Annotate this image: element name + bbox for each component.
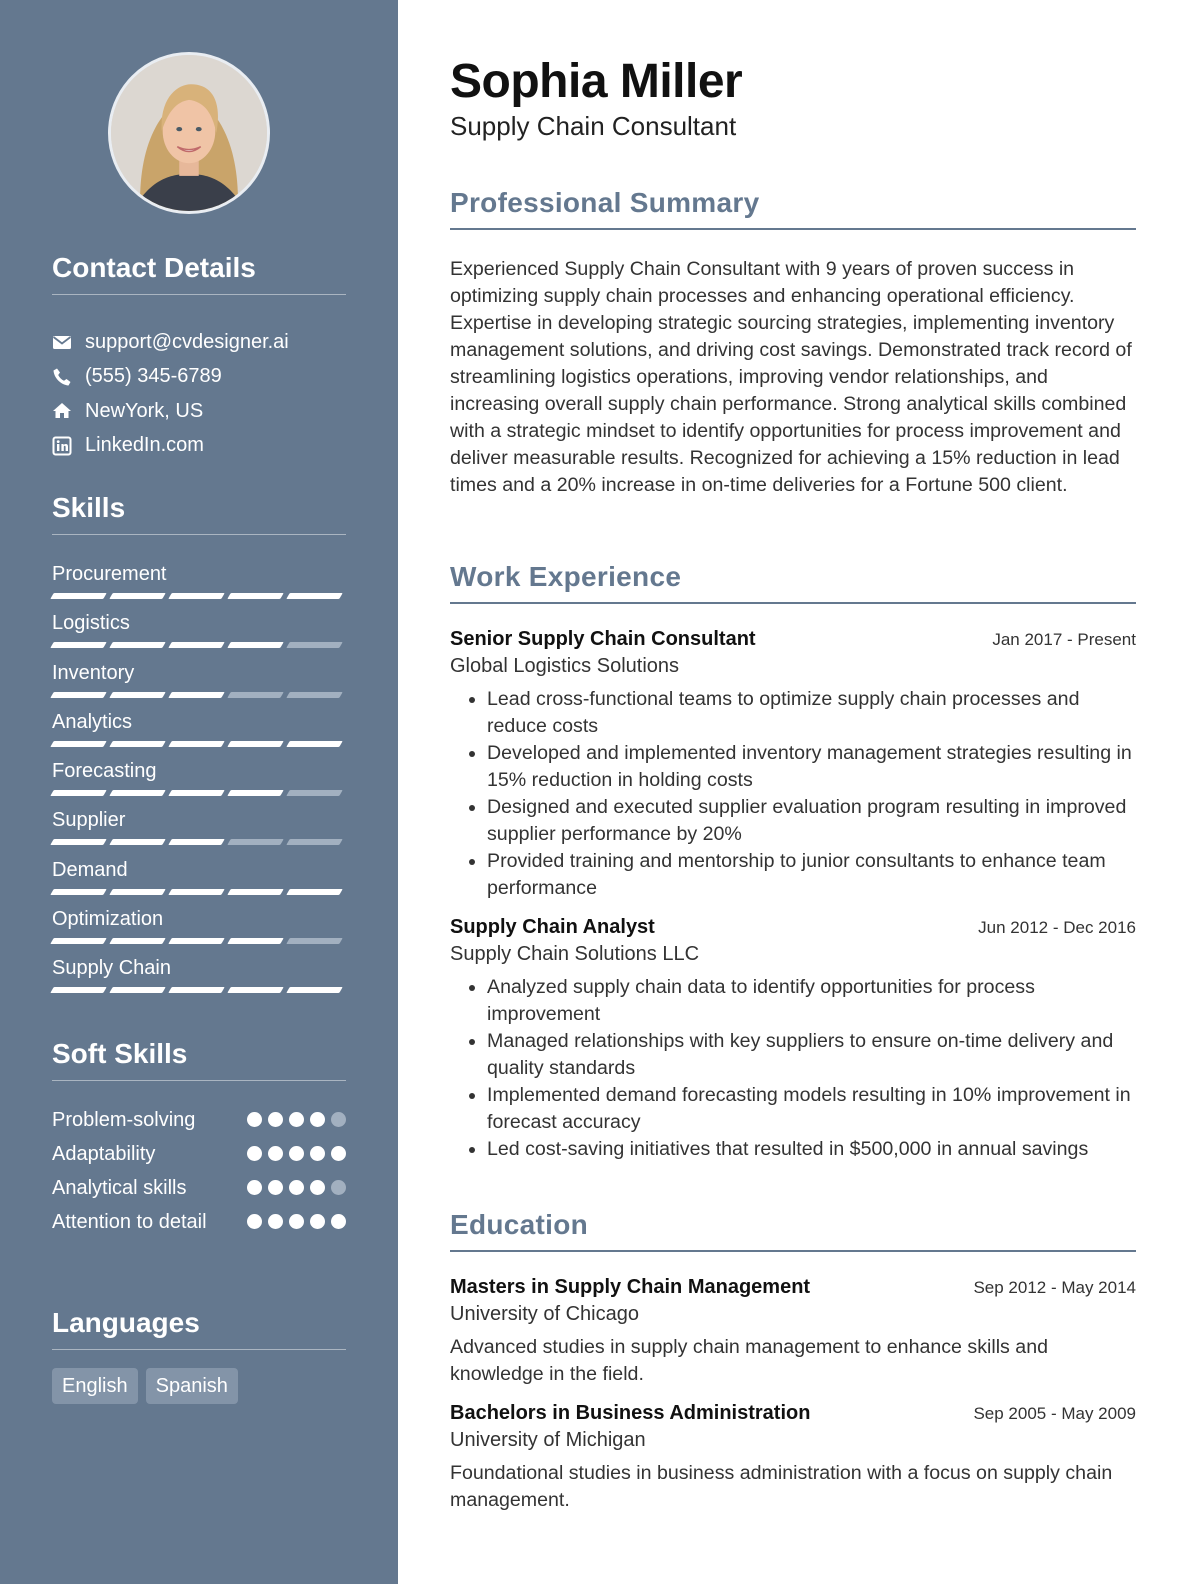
skill-rating-segment (50, 593, 106, 599)
soft-skills-section (52, 1038, 346, 1243)
soft-skill-rating (247, 1209, 346, 1229)
skill-rating-bar (52, 938, 346, 944)
job-title: Supply Chain Analyst (450, 916, 655, 938)
contact-section (52, 252, 346, 463)
skill-rating-bar (52, 642, 346, 648)
candidate-role: Supply Chain Consultant (450, 111, 737, 141)
rating-dot (331, 1180, 346, 1195)
skill-item (52, 807, 346, 856)
contact-location-text: NewYork, US (85, 399, 204, 422)
job-dates: Jan 2017 - Present (992, 630, 1136, 649)
contact-email-text: support@cvdesigner.ai (85, 330, 289, 353)
skill-item (52, 857, 346, 906)
rating-dot (247, 1214, 262, 1229)
job-bullet: • Lead cross-functional teams to optimize supply chain processes and reduce costs (487, 686, 1136, 740)
contact-linkedin-text: LinkedIn.com (85, 434, 204, 457)
skill-rating-segment (109, 790, 165, 796)
skill-rating-segment (109, 642, 165, 648)
soft-skill-item (52, 1107, 346, 1133)
skill-rating-segment (227, 593, 283, 599)
rating-dot (268, 1112, 283, 1127)
degree-title: Masters in Supply Chain Management (450, 1276, 811, 1298)
skill-rating-segment (109, 987, 165, 993)
education-heading: Education (450, 1209, 1136, 1252)
skill-rating-bar (52, 839, 346, 845)
soft-skill-rating (247, 1175, 346, 1195)
education-description: Advanced studies in supply chain management to enhance skills and knowledge in the field. (450, 1336, 1048, 1385)
job-company: Global Logistics Solutions (450, 655, 680, 677)
education-dates: Sep 2005 - May 2009 (973, 1404, 1136, 1423)
skill-rating-segment (286, 642, 342, 648)
skill-name: Optimization (52, 908, 164, 931)
home-icon (52, 401, 72, 421)
experience-heading: Work Experience (450, 561, 1136, 604)
job-title: Senior Supply Chain Consultant (450, 628, 756, 650)
skill-item (52, 561, 346, 610)
skill-rating-segment (50, 790, 106, 796)
skill-rating-bar (52, 987, 346, 993)
soft-skill-item (52, 1209, 346, 1235)
contact-list (52, 325, 346, 463)
linkedin-icon (52, 436, 72, 456)
skill-rating-segment (227, 642, 283, 648)
skill-rating-segment (50, 692, 106, 698)
job-entry (450, 916, 1136, 1163)
skill-rating-segment (168, 593, 224, 599)
skill-rating-bar (52, 692, 346, 698)
soft-skill-name: Analytical skills (52, 1177, 187, 1199)
skill-rating-segment (109, 593, 165, 599)
skill-rating-segment (168, 938, 224, 944)
skill-name: Analytics (52, 710, 133, 733)
contact-phone[interactable] (52, 360, 346, 395)
education-section (450, 1209, 1136, 1514)
job-bullet: • Led cost-saving initiatives that resulted in $500,000 in annual savings (487, 1136, 1136, 1163)
skill-name: Demand (52, 858, 128, 881)
soft-skills-list (52, 1107, 346, 1235)
languages-heading: Languages (52, 1307, 346, 1350)
education-description: Foundational studies in business administration with a focus on supply chain management. (450, 1462, 1113, 1511)
phone-icon (52, 367, 72, 387)
soft-skill-rating (247, 1107, 346, 1127)
rating-dot (310, 1214, 325, 1229)
skill-item (52, 709, 346, 758)
skill-rating-segment (227, 889, 283, 895)
languages-list (52, 1368, 346, 1404)
skill-name: Logistics (52, 612, 130, 635)
rating-dot (331, 1146, 346, 1161)
job-bullets (450, 686, 1136, 902)
skill-name: Supply Chain (52, 957, 171, 980)
rating-dot (289, 1146, 304, 1161)
skill-rating-segment (109, 741, 165, 747)
candidate-name: Sophia Miller (450, 55, 743, 108)
skill-item (52, 955, 346, 1004)
job-bullet: • Designed and executed supplier evaluation program resulting in improved supplier performance by 20% (487, 794, 1136, 848)
soft-skill-name: Problem-solving (52, 1109, 196, 1131)
school-name: University of Michigan (450, 1429, 646, 1451)
skill-rating-segment (286, 790, 342, 796)
skill-rating-bar (52, 741, 346, 747)
languages-section (52, 1307, 346, 1404)
job-bullet: • Provided training and mentorship to junior consultants to enhance team performance (487, 848, 1136, 902)
contact-location (52, 394, 346, 429)
skill-rating-segment (109, 889, 165, 895)
skill-rating-segment (168, 741, 224, 747)
degree-title: Bachelors in Business Administration (450, 1402, 811, 1424)
skill-rating-segment (168, 839, 224, 845)
skill-item (52, 758, 346, 807)
skills-section (52, 492, 346, 1005)
rating-dot (247, 1180, 262, 1195)
rating-dot (310, 1112, 325, 1127)
skill-name: Forecasting (52, 760, 157, 783)
rating-dot (331, 1112, 346, 1127)
job-dates: Jun 2012 - Dec 2016 (978, 918, 1136, 937)
skill-rating-segment (227, 741, 283, 747)
skill-rating-bar (52, 889, 346, 895)
skill-rating-segment (50, 938, 106, 944)
profile-photo (108, 52, 270, 214)
summary-heading: Professional Summary (450, 187, 1136, 230)
skill-rating-segment (286, 889, 342, 895)
skill-rating-segment (227, 839, 283, 845)
soft-skills-heading: Soft Skills (52, 1038, 346, 1081)
skill-rating-segment (286, 987, 342, 993)
skill-rating-segment (50, 741, 106, 747)
skill-item (52, 906, 346, 955)
skill-rating-segment (50, 987, 106, 993)
skill-item (52, 610, 346, 659)
skill-rating-segment (286, 692, 342, 698)
soft-skill-name: Adaptability (52, 1143, 156, 1165)
skill-rating-segment (109, 839, 165, 845)
rating-dot (268, 1146, 283, 1161)
job-bullet: • Managed relationships with key suppliers to ensure on-time delivery and quality standards (487, 1028, 1136, 1082)
soft-skill-name: Attention to detail (52, 1211, 207, 1233)
rating-dot (289, 1112, 304, 1127)
language-chip: English (52, 1368, 138, 1404)
skill-name: Inventory (52, 661, 135, 684)
rating-dot (268, 1214, 283, 1229)
summary-section (450, 187, 1136, 499)
rating-dot (310, 1180, 325, 1195)
contact-linkedin[interactable] (52, 429, 346, 464)
school-name: University of Chicago (450, 1303, 639, 1325)
skill-item (52, 660, 346, 709)
skill-rating-segment (109, 692, 165, 698)
skill-rating-segment (227, 790, 283, 796)
contact-email[interactable] (52, 325, 346, 360)
skill-rating-segment (50, 642, 106, 648)
job-company: Supply Chain Solutions LLC (450, 943, 700, 965)
skill-rating-segment (286, 593, 342, 599)
job-entry (450, 628, 1136, 902)
skill-name: Procurement (52, 563, 167, 585)
skills-list (52, 561, 346, 1005)
soft-skill-item (52, 1141, 346, 1167)
skill-rating-segment (168, 889, 224, 895)
language-chip: Spanish (146, 1368, 238, 1404)
skill-rating-segment (50, 889, 106, 895)
skill-name: Supplier (52, 809, 126, 832)
skill-rating-segment (227, 938, 283, 944)
skills-heading: Skills (52, 492, 346, 535)
skill-rating-segment (286, 839, 342, 845)
soft-skill-rating (247, 1141, 346, 1161)
skill-rating-segment (168, 790, 224, 796)
rating-dot (310, 1146, 325, 1161)
skill-rating-segment (286, 741, 342, 747)
skill-rating-segment (168, 692, 224, 698)
experience-section (450, 561, 1136, 1163)
envelope-icon (52, 332, 72, 352)
rating-dot (247, 1112, 262, 1127)
education-entry (450, 1402, 1136, 1514)
skill-rating-segment (50, 839, 106, 845)
skill-rating-segment (227, 692, 283, 698)
sidebar (0, 0, 398, 1584)
rating-dot (268, 1180, 283, 1195)
soft-skill-item (52, 1175, 346, 1201)
skill-rating-bar (52, 790, 346, 796)
skill-rating-segment (168, 987, 224, 993)
rating-dot (289, 1180, 304, 1195)
summary-text: Experienced Supply Chain Consultant with 9 years of proven success in optimizing supply chain processes and enhancing operational efficiency. Expertise in developing strategic sourcing strategies, implementing inventory management solutions, and driving cost savings. Demonstrated track record of streamlining logistics operations, improving vendor relationships, and increasing overall supply chain performance. Strong analytical skills combined with a strategic mindset to identify opportunities for process improvement and deliver measurable results. Recognized for achieving a 15% reduction in lead times and a 20% increase in on-time deliveries for a Fortune 500 client. (450, 258, 1132, 496)
skill-rating-segment (227, 987, 283, 993)
skill-rating-segment (109, 938, 165, 944)
job-bullet: • Implemented demand forecasting models resulting in 10% improvement in forecast accuracy (487, 1082, 1136, 1136)
rating-dot (289, 1214, 304, 1229)
job-bullet: • Developed and implemented inventory management strategies resulting in 15% reduction in holding costs (487, 740, 1136, 794)
skill-rating-segment (286, 938, 342, 944)
contact-heading: Contact Details (52, 252, 346, 295)
contact-phone-text: (555) 345-6789 (85, 365, 222, 388)
skill-rating-segment (168, 642, 224, 648)
rating-dot (247, 1146, 262, 1161)
rating-dot (331, 1214, 346, 1229)
education-entry (450, 1276, 1136, 1388)
education-dates: Sep 2012 - May 2014 (973, 1278, 1136, 1297)
skill-rating-bar (52, 593, 346, 599)
job-bullets (450, 974, 1136, 1163)
portrait-image (111, 55, 267, 211)
job-bullet: • Analyzed supply chain data to identify opportunities for process improvement (487, 974, 1136, 1028)
